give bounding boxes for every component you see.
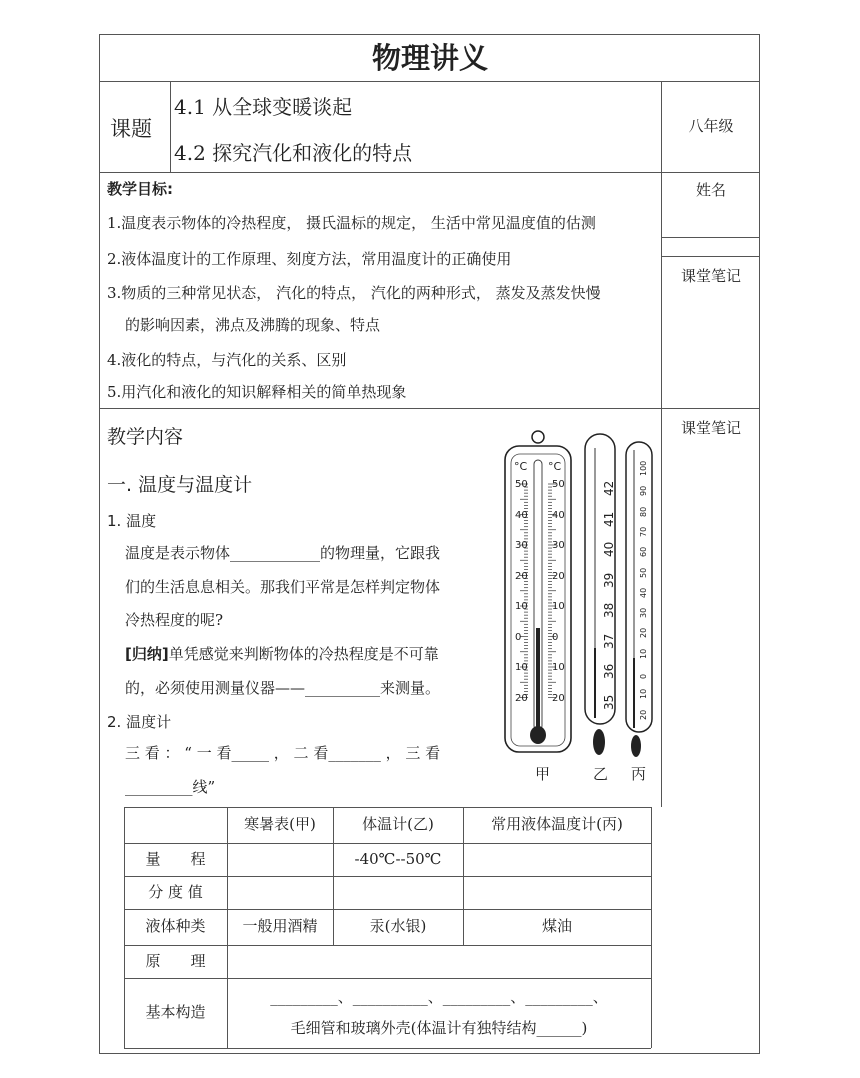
table-row-border	[124, 876, 651, 877]
frame-left	[99, 34, 100, 1054]
thermo-b-tick: 37	[602, 633, 616, 649]
section-heading: 一. 温度与温度计	[107, 474, 253, 496]
goal-item: 4.液化的特点，与汽化的关系、区别	[107, 351, 347, 369]
thermo-a-tick-right: 20	[552, 570, 565, 582]
goals-heading: 教学目标:	[107, 180, 173, 198]
thermo-a-unit-right: °C	[548, 460, 562, 473]
course-divider	[170, 82, 171, 172]
thermo-a-tick-left: 10	[515, 601, 528, 612]
table-row-border	[124, 807, 651, 808]
thermo-a-tick-left: 20	[515, 692, 528, 704]
paragraph-line: 们的生活息息相关。那我们平常是怎样判定物体	[125, 578, 441, 596]
thermometer-figure	[500, 428, 660, 760]
grade-label: 八年级	[688, 117, 734, 135]
thermo-c-tick: 40	[639, 587, 648, 598]
topic-1: 4.1 从全球变暖谈起	[174, 95, 353, 119]
table-row-label: 液体种类	[145, 917, 206, 935]
summary-line-2: 的，必须使用测量仪器——__________来测量。	[125, 679, 441, 697]
table-header: 体温计(乙)	[362, 815, 434, 833]
table-row-border	[124, 843, 651, 844]
figure-label-yi: 乙	[593, 765, 609, 783]
thermo-a-tick-right: 20	[552, 692, 565, 704]
table-row-border	[124, 1048, 651, 1049]
thermo-b-tick: 40	[602, 541, 616, 557]
thermo-b-tick: 35	[602, 694, 616, 710]
table-header: 寒暑表(甲)	[244, 815, 316, 833]
goal-item: 2.液体温度计的工作原理、刻度方法，常用温度计的正确使用	[107, 250, 512, 268]
thermo-c-tick: 10	[639, 648, 648, 659]
course-label: 课题	[110, 117, 152, 141]
thermo-c-tick: 30	[639, 607, 648, 619]
table-cell: 汞(水银)	[369, 917, 427, 935]
thermo-c-tick: 80	[639, 506, 648, 517]
three-looks-line-2: _________线”	[125, 778, 216, 796]
three-looks-line: 三 看 ： “ 一 看_____ ， 二 看_______ ， 三 看	[125, 744, 441, 762]
thermo-c-tick: 90	[639, 486, 648, 497]
goal-item: 3.物质的三种常见状态， 汽化的特点， 汽化的两种形式， 蒸发及蒸发快慢	[107, 284, 601, 302]
thermo-a-unit-left: °C	[514, 460, 528, 473]
thermo-a-tick-left: 30	[515, 540, 528, 551]
thermo-b-tick: 38	[602, 602, 616, 618]
thermo-a-tick-left: 0	[515, 631, 522, 643]
thermo-a-tick-left: 40	[515, 509, 528, 521]
figure-label-bing: 丙	[631, 765, 647, 783]
subheading-temperature: 1. 温度	[107, 512, 157, 530]
table-header: 常用液体温度计(丙)	[491, 815, 623, 833]
thermo-b-tick: 36	[602, 663, 616, 679]
thermo-a-tick-right: 30	[552, 540, 565, 551]
paragraph-line: 冷热程度的呢?	[125, 611, 224, 629]
table-row-label: 量 程	[145, 850, 206, 868]
frame-top	[99, 34, 760, 35]
thermo-c-tick: 20	[639, 628, 648, 639]
summary-text: 单凭感觉来判断物体的冷热程度是不可靠	[168, 645, 439, 663]
subheading-thermometer: 2. 温度计	[107, 713, 172, 731]
thermo-a-tick-right: 10	[552, 601, 565, 612]
name-box-bottom2	[662, 256, 760, 257]
table-col-border	[651, 807, 652, 1048]
thermo-a-tick-left: 50	[515, 479, 528, 490]
table-row-label: 分 度 值	[148, 883, 203, 901]
thermo-c-tick: 0	[639, 673, 648, 679]
table-row-label: 基本构造	[145, 1003, 206, 1021]
structure-blanks: _________、__________、_________、_________、	[270, 988, 608, 1006]
content-heading: 教学内容	[107, 426, 184, 448]
table-cell: 一般用酒精	[242, 917, 318, 935]
thermo-c-tick: 10	[639, 689, 648, 700]
notes-label-2: 课堂笔记	[680, 419, 741, 437]
notes-label-1: 课堂笔记	[680, 267, 741, 285]
thermo-a-tick-right: 10	[552, 662, 565, 673]
table-cell: -40℃--50℃	[354, 850, 442, 868]
thermo-a-tick-right: 50	[552, 479, 565, 490]
thermo-b-tick: 39	[602, 572, 616, 588]
thermo-b-tick: 41	[602, 511, 616, 527]
table-cell: 煤油	[541, 917, 572, 935]
thermo-a-tick-right: 0	[552, 631, 559, 643]
figure-label-jia: 甲	[535, 765, 551, 783]
goal-item: 1.温度表示物体的冷热程度， 摄氏温标的规定， 生活中常见温度值的估测	[107, 214, 596, 232]
thermo-a-tick-right: 40	[552, 509, 565, 521]
page-title: 物理讲义	[371, 41, 488, 75]
topic-2: 4.2 探究汽化和液化的特点	[174, 141, 413, 165]
table-row-border	[124, 909, 651, 910]
summary-tag: [归纳]	[125, 645, 169, 663]
thermo-b-tick: 42	[602, 480, 616, 496]
thermo-c-tick: 60	[639, 547, 648, 558]
paragraph-line: 温度是表示物体____________的物理量，它跟我	[125, 544, 441, 562]
thermo-c-tick: 100	[639, 460, 648, 476]
thermo-c-tick: 70	[639, 526, 648, 537]
table-row-label: 原 理	[145, 952, 206, 970]
thermo-c-tick: 20	[639, 709, 648, 720]
table-row-border	[124, 978, 651, 979]
structure-text: 毛细管和玻璃外壳(体温计有独特结构______)	[290, 1019, 588, 1037]
thermo-c-tick: 50	[639, 567, 648, 578]
name-box-bottom	[662, 237, 760, 238]
bottom-edge	[99, 1053, 760, 1054]
thermo-a-tick-left: 20	[515, 570, 528, 582]
goal-item: 5.用汽化和液化的知识解释相关的简单热现象	[107, 383, 407, 401]
goal-item: 的影响因素，沸点及沸腾的现象、特点	[125, 316, 381, 334]
summary-line	[125, 647, 439, 662]
name-label: 姓名	[695, 181, 726, 199]
table-row-border	[124, 945, 651, 946]
thermo-a-tick-left: 10	[515, 662, 528, 673]
